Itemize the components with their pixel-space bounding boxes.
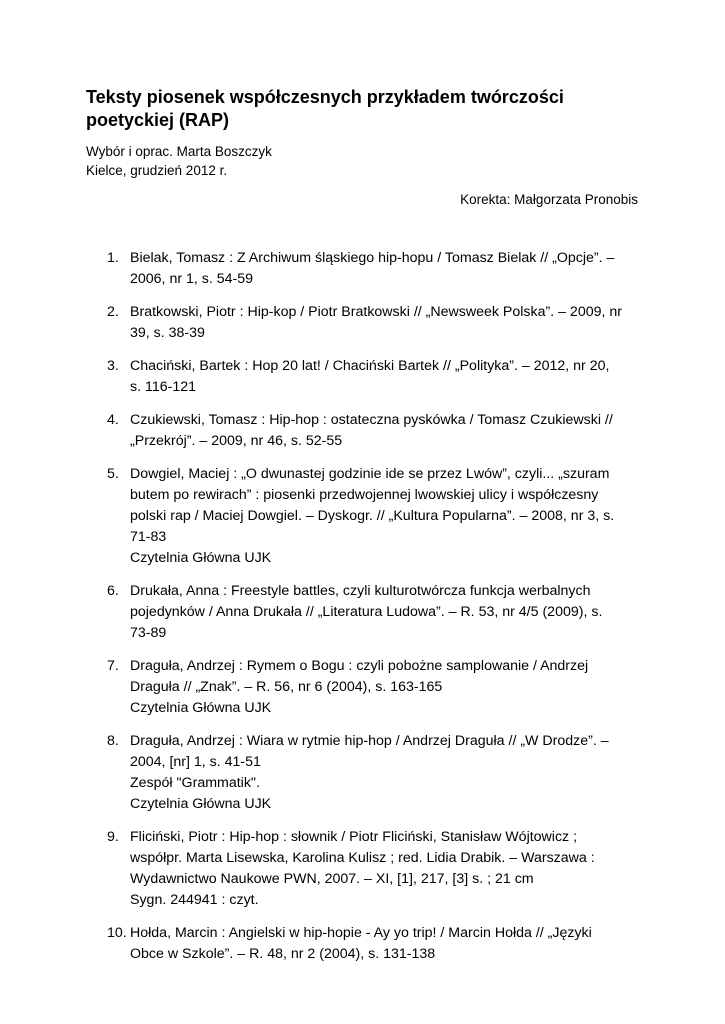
proofreading-credit: Korekta: Małgorzata Pronobis xyxy=(460,192,638,207)
entry-line: Wydawnictwo Naukowe PWN, 2007. – XI, [1], 217, [3] s. ; 21 cm xyxy=(130,871,534,887)
bibliography-entry xyxy=(86,827,646,911)
entry-line: Dowgiel, Maciej : „O dwunastej godzinie ide se przez Lwów”, czyli... „szuram xyxy=(130,466,610,482)
entry-line: 2004, [nr] 1, s. 41-51 xyxy=(130,754,261,770)
entry-line: polski rap / Maciej Dowgiel. – Dyskogr. // „Kultura Popularna”. – 2008, nr 3, s. xyxy=(130,508,615,524)
bibliography-entry xyxy=(86,656,646,719)
entry-number: 9. xyxy=(107,829,119,845)
entry-line: Czukiewski, Tomasz : Hip-hop : ostateczna pyskówka / Tomasz Czukiewski // xyxy=(130,412,613,428)
entry-line: Czytelnia Główna UJK xyxy=(130,550,272,566)
bibliography-entry xyxy=(86,248,646,290)
entry-line: Bielak, Tomasz : Z Archiwum śląskiego hip-hopu / Tomasz Bielak // „Opcje”. – xyxy=(130,250,615,266)
document-meta xyxy=(86,142,272,180)
entry-line: Fliciński, Piotr : Hip-hop : słownik / Piotr Fliciński, Stanisław Wójtowicz ; xyxy=(130,829,578,845)
entry-line: Draguła // „Znak”. – R. 56, nr 6 (2004), s. 163-165 xyxy=(130,679,443,695)
entry-line: pojedynków / Anna Drukała // „Literatura Ludowa”. – R. 53, nr 4/5 (2009), s. xyxy=(130,604,603,620)
entry-line: Hołda, Marcin : Angielski w hip-hopie - Ay yo trip! / Marcin Hołda // „Języki xyxy=(130,925,592,941)
entry-line: butem po rewirach” : piosenki przedwojennej lwowskiej ulicy i współczesny xyxy=(130,487,599,503)
entry-line: Chaciński, Bartek : Hop 20 lat! / Chaciński Bartek // „Polityka”. – 2012, nr 20, xyxy=(130,358,610,374)
bibliography-entry xyxy=(86,581,646,644)
entry-line: Draguła, Andrzej : Wiara w rytmie hip-hop / Andrzej Draguła // „W Drodze”. – xyxy=(130,733,609,749)
entry-number: 6. xyxy=(107,583,119,599)
entry-line: Drukała, Anna : Freestyle battles, czyli kulturotwórcza funkcja werbalnych xyxy=(130,583,591,599)
entry-line: Bratkowski, Piotr : Hip-kop / Piotr Bratkowski // „Newsweek Polska”. – 2009, nr xyxy=(130,304,622,320)
entry-line: Sygn. 244941 : czyt. xyxy=(130,892,259,908)
entry-line: s. 116-121 xyxy=(130,379,196,395)
entry-line: Obce w Szkole”. – R. 48, nr 2 (2004), s. 131-138 xyxy=(130,946,436,962)
document-title: Teksty piosenek współczesnych przykładem twórczości poetyckiej (RAP) xyxy=(86,87,564,130)
bibliography-entry xyxy=(86,464,646,569)
entry-line: 39, s. 38-39 xyxy=(130,325,205,341)
bibliography-entry xyxy=(86,731,646,815)
entry-number: 10. xyxy=(107,925,127,941)
entry-line: 73-89 xyxy=(130,625,167,641)
entry-line: 71-83 xyxy=(130,529,167,545)
place-date: Kielce, grudzień 2012 r. xyxy=(86,163,228,178)
entry-number: 8. xyxy=(107,733,119,749)
bibliography-list xyxy=(86,248,646,977)
bibliography-entry xyxy=(86,923,646,965)
entry-number: 1. xyxy=(107,250,119,266)
bibliography-entry xyxy=(86,302,646,344)
entry-line: Czytelnia Główna UJK xyxy=(130,796,272,812)
entry-number: 5. xyxy=(107,466,119,482)
entry-number: 2. xyxy=(107,304,119,320)
entry-number: 4. xyxy=(107,412,119,428)
entry-line: Czytelnia Główna UJK xyxy=(130,700,272,716)
entry-line: współpr. Marta Lisewska, Karolina Kulisz ; red. Lidia Drabik. – Warszawa : xyxy=(130,850,595,866)
compiled-by: Wybór i oprac. Marta Boszczyk xyxy=(86,144,272,159)
entry-line: Zespół "Grammatik". xyxy=(130,775,260,791)
entry-line: Draguła, Andrzej : Rymem o Bogu : czyli pobożne samplowanie / Andrzej xyxy=(130,658,589,674)
entry-line: 2006, nr 1, s. 54-59 xyxy=(130,271,254,287)
entry-number: 3. xyxy=(107,358,119,374)
bibliography-entry xyxy=(86,356,646,398)
bibliography-entry xyxy=(86,410,646,452)
entry-number: 7. xyxy=(107,658,119,674)
entry-line: „Przekrój”. – 2009, nr 46, s. 52-55 xyxy=(130,433,343,449)
